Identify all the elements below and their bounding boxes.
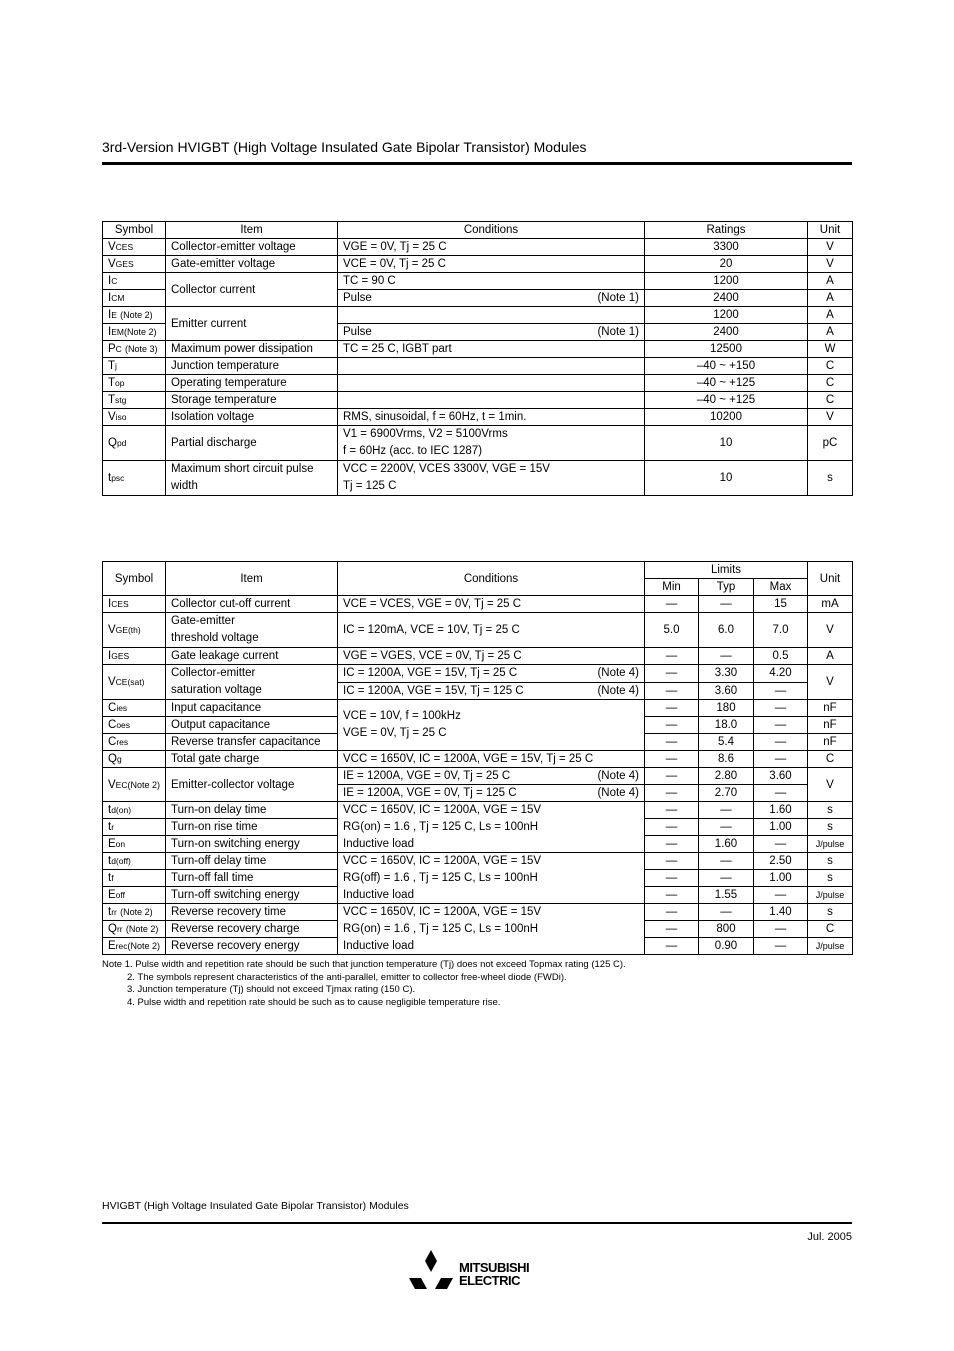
table-row (103, 273, 853, 290)
symbol-cell: Tstg (103, 392, 166, 409)
cond-cell: Inductive load (338, 887, 645, 904)
max-cell: — (754, 682, 808, 700)
unit-cell: W (808, 341, 853, 358)
cond-cell: Pulse (Note 1) (338, 290, 645, 307)
col-min: Min (645, 579, 699, 596)
cond-cell: Inductive load (338, 938, 645, 955)
min-cell: — (645, 734, 699, 751)
min-cell: — (645, 870, 699, 887)
symbol-cell: VGES (103, 256, 166, 273)
max-cell: 7.0 (754, 613, 808, 648)
col-symbol: Symbol (103, 222, 166, 239)
item-cell: Gate leakage current (166, 648, 338, 665)
item-cell: Reverse recovery time (166, 904, 338, 921)
min-cell: — (645, 665, 699, 683)
col-typ: Typ (699, 579, 754, 596)
item-cell: Partial discharge (166, 426, 338, 461)
unit-cell: A (808, 273, 853, 290)
unit-cell: pC (808, 426, 853, 461)
value-cell: 1200 (645, 273, 808, 290)
symbol-cell: Qg (103, 751, 166, 768)
cond-cell: RG(off) = 1.6 , Tj = 125 C, Ls = 100nH (338, 870, 645, 887)
cond-cell: IC = 1200A, VGE = 15V, Tj = 125 C (Note 4) (338, 682, 645, 700)
table-row (103, 358, 853, 375)
item-cell: Storage temperature (166, 392, 338, 409)
cond-cell: RG(on) = 1.6 , Tj = 125 C, Ls = 100nH (338, 819, 645, 836)
symbol-cell: Top (103, 375, 166, 392)
table-row (103, 751, 853, 768)
symbol-cell: ICM (103, 290, 166, 307)
min-cell: — (645, 751, 699, 768)
symbol-cell: IC (103, 273, 166, 290)
item-cell: Turn-off delay time (166, 853, 338, 870)
max-cell: — (754, 921, 808, 938)
value-cell: 20 (645, 256, 808, 273)
header-rule (102, 162, 852, 165)
unit-cell: V (808, 256, 853, 273)
symbol-cell: trr (Note 2) (103, 904, 166, 921)
max-cell: — (754, 785, 808, 802)
table-row (103, 700, 853, 717)
min-cell: — (645, 648, 699, 665)
unit-cell: s (808, 461, 853, 496)
col-item: Item (166, 562, 338, 596)
table-row (103, 819, 853, 836)
cond-cell: VGE = 0V, Tj = 25 C (338, 239, 645, 256)
symbol-cell: tf (103, 870, 166, 887)
item-cell: Isolation voltage (166, 409, 338, 426)
table-row (103, 802, 853, 819)
unit-cell: C (808, 921, 853, 938)
ratings-header-row (103, 222, 853, 239)
max-cell: 4.20 (754, 665, 808, 683)
col-unit: Unit (808, 222, 853, 239)
max-cell: — (754, 717, 808, 734)
unit-cell: s (808, 802, 853, 819)
cond-cell: Pulse (Note 1) (338, 324, 645, 341)
cond-cell: IC = 120mA, VCE = 10V, Tj = 25 C (338, 613, 645, 648)
table-row (103, 392, 853, 409)
symbol-cell: Qrr (Note 2) (103, 921, 166, 938)
table-row (103, 341, 853, 358)
symbol-cell: Qpd (103, 426, 166, 461)
item-cell: Collector-emitter voltage (166, 239, 338, 256)
max-cell: 0.5 (754, 648, 808, 665)
item-cell: Gate-emitter threshold voltage (166, 613, 338, 648)
cond-cell: Inductive load (338, 836, 645, 853)
unit-cell: s (808, 870, 853, 887)
unit-cell: C (808, 751, 853, 768)
unit-cell: C (808, 392, 853, 409)
symbol-cell: VCE(sat) (103, 665, 166, 700)
symbol-cell: Tj (103, 358, 166, 375)
typ-cell: — (699, 870, 754, 887)
item-cell: Maximum short circuit pulse width (166, 461, 338, 496)
item-cell: Total gate charge (166, 751, 338, 768)
unit-cell: A (808, 290, 853, 307)
cond-cell: VCE = 0V, Tj = 25 C (338, 256, 645, 273)
unit-cell: C (808, 375, 853, 392)
table-row (103, 665, 853, 683)
typ-cell: 0.90 (699, 938, 754, 955)
symbol-cell: ICES (103, 596, 166, 613)
typ-cell: 5.4 (699, 734, 754, 751)
cond-cell: RG(on) = 1.6 , Tj = 125 C, Ls = 100nH (338, 921, 645, 938)
value-cell: 1200 (645, 307, 808, 324)
symbol-cell: Erec(Note 2) (103, 938, 166, 955)
value-cell: 10200 (645, 409, 808, 426)
symbol-cell: td(on) (103, 802, 166, 819)
note-1: Note 1. Pulse width and repetition rate should be such that junction temperature (Tj) does not exceed Topmax rating (125 C). (102, 959, 626, 970)
table-row (103, 409, 853, 426)
value-cell: 3300 (645, 239, 808, 256)
unit-cell: s (808, 853, 853, 870)
col-conditions: Conditions (338, 222, 645, 239)
value-cell: 10 (645, 426, 808, 461)
table-row (103, 256, 853, 273)
unit-cell: J/pulse (808, 938, 853, 955)
min-cell: — (645, 768, 699, 785)
max-cell: 2.50 (754, 853, 808, 870)
table-row (103, 648, 853, 665)
item-cell: Junction temperature (166, 358, 338, 375)
symbol-cell: Cres (103, 734, 166, 751)
item-cell: Turn-on delay time (166, 802, 338, 819)
max-cell: — (754, 887, 808, 904)
min-cell: 5.0 (645, 613, 699, 648)
cond-cell: IE = 1200A, VGE = 0V, Tj = 125 C (Note 4) (338, 785, 645, 802)
max-cell: — (754, 751, 808, 768)
cond-cell: TC = 25 C, IGBT part (338, 341, 645, 358)
typ-cell: — (699, 802, 754, 819)
table-row (103, 904, 853, 921)
symbol-cell: Coes (103, 717, 166, 734)
cond-cell: VGE = VGES, VCE = 0V, Tj = 25 C (338, 648, 645, 665)
max-cell: 3.60 (754, 768, 808, 785)
col-conditions: Conditions (338, 562, 645, 596)
table-row (103, 853, 853, 870)
min-cell: — (645, 887, 699, 904)
max-cell: 1.60 (754, 802, 808, 819)
item-cell: Emitter current (166, 307, 338, 341)
unit-cell: nF (808, 734, 853, 751)
value-cell: 12500 (645, 341, 808, 358)
unit-cell: V (808, 613, 853, 648)
min-cell: — (645, 853, 699, 870)
symbol-cell: VGE(th) (103, 613, 166, 648)
typ-cell: 3.30 (699, 665, 754, 683)
symbol-cell: VCES (103, 239, 166, 256)
value-cell: –40 ~ +125 (645, 375, 808, 392)
col-limits: Limits (645, 562, 808, 579)
item-cell: Input capacitance (166, 700, 338, 717)
notes (102, 959, 626, 1009)
max-cell: 1.40 (754, 904, 808, 921)
symbol-cell: IGES (103, 648, 166, 665)
cond-cell: VCC = 1650V, IC = 1200A, VGE = 15V (338, 904, 645, 921)
cond-cell (338, 307, 645, 324)
max-cell: 15 (754, 596, 808, 613)
col-item: Item (166, 222, 338, 239)
min-cell: — (645, 819, 699, 836)
cond-cell: VCC = 1650V, IC = 1200A, VGE = 15V (338, 853, 645, 870)
table-row (103, 938, 853, 955)
col-unit: Unit (808, 562, 853, 596)
unit-cell: s (808, 819, 853, 836)
symbol-cell: Eoff (103, 887, 166, 904)
max-cell: — (754, 734, 808, 751)
min-cell: — (645, 802, 699, 819)
footer-date: Jul. 2005 (807, 1231, 852, 1243)
symbol-cell: Eon (103, 836, 166, 853)
value-cell: 2400 (645, 290, 808, 307)
item-cell: Maximum power dissipation (166, 341, 338, 358)
table-row (103, 921, 853, 938)
unit-cell: mA (808, 596, 853, 613)
cond-cell (338, 392, 645, 409)
typ-cell: 2.70 (699, 785, 754, 802)
unit-cell: J/pulse (808, 887, 853, 904)
footer-rule (102, 1222, 852, 1224)
max-cell: 1.00 (754, 870, 808, 887)
value-cell: 2400 (645, 324, 808, 341)
item-cell: Collector current (166, 273, 338, 307)
typ-cell: — (699, 648, 754, 665)
unit-cell: A (808, 307, 853, 324)
col-symbol: Symbol (103, 562, 166, 596)
typ-cell: — (699, 596, 754, 613)
table-row (103, 768, 853, 785)
cond-cell: VCC = 1650V, IC = 1200A, VGE = 15V (338, 802, 645, 819)
cond-cell: VCC = 1650V, IC = 1200A, VGE = 15V, Tj = 25 C (338, 751, 645, 768)
table-row (103, 426, 853, 461)
max-cell: — (754, 836, 808, 853)
cond-cell: TC = 90 C (338, 273, 645, 290)
cond-cell: IC = 1200A, VGE = 15V, Tj = 25 C (Note 4) (338, 665, 645, 683)
footer-text: HVIGBT (High Voltage Insulated Gate Bipolar Transistor) Modules (102, 1200, 409, 1212)
item-cell: Reverse recovery charge (166, 921, 338, 938)
item-cell: Collector cut-off current (166, 596, 338, 613)
item-cell: Reverse transfer capacitance (166, 734, 338, 751)
min-cell: — (645, 717, 699, 734)
value-cell: –40 ~ +150 (645, 358, 808, 375)
table-row (103, 836, 853, 853)
symbol-cell: IE (Note 2) (103, 307, 166, 324)
item-cell: Turn-on switching energy (166, 836, 338, 853)
item-cell: Turn-off switching energy (166, 887, 338, 904)
note-2: 2. The symbols represent characteristics of the anti-parallel, emitter to collector free-wheel diode (FWDi). (127, 971, 567, 983)
table-row (103, 596, 853, 613)
symbol-cell: td(off) (103, 853, 166, 870)
max-cell: — (754, 938, 808, 955)
typ-cell: 180 (699, 700, 754, 717)
min-cell: — (645, 596, 699, 613)
unit-cell: nF (808, 700, 853, 717)
min-cell: — (645, 921, 699, 938)
note-4: 4. Pulse width and repetition rate should be such as to cause negligible temperature rise. (127, 996, 501, 1008)
cond-cell: IE = 1200A, VGE = 0V, Tj = 25 C (Note 4) (338, 768, 645, 785)
typ-cell: 1.55 (699, 887, 754, 904)
typ-cell: 6.0 (699, 613, 754, 648)
min-cell: — (645, 785, 699, 802)
typ-cell: — (699, 904, 754, 921)
min-cell: — (645, 682, 699, 700)
item-cell: Gate-emitter voltage (166, 256, 338, 273)
electrical-table (102, 561, 853, 955)
typ-cell: — (699, 853, 754, 870)
cond-cell: VCC = 2200V, VCES 3300V, VGE = 15V Tj = 125 C (338, 461, 645, 496)
item-cell: Turn-on rise time (166, 819, 338, 836)
symbol-cell: tr (103, 819, 166, 836)
typ-cell: 1.60 (699, 836, 754, 853)
unit-cell: A (808, 324, 853, 341)
ratings-table (102, 221, 853, 496)
typ-cell: 18.0 (699, 717, 754, 734)
min-cell: — (645, 700, 699, 717)
typ-cell: 3.60 (699, 682, 754, 700)
table-row (103, 307, 853, 324)
unit-cell: V (808, 239, 853, 256)
unit-cell: V (808, 409, 853, 426)
cond-cell: RMS, sinusoidal, f = 60Hz, t = 1min. (338, 409, 645, 426)
typ-cell: 2.80 (699, 768, 754, 785)
table-row (103, 461, 853, 496)
unit-cell: C (808, 358, 853, 375)
min-cell: — (645, 938, 699, 955)
cond-cell: VCE = VCES, VGE = 0V, Tj = 25 C (338, 596, 645, 613)
table-row (103, 375, 853, 392)
table-row (103, 239, 853, 256)
item-cell: Operating temperature (166, 375, 338, 392)
min-cell: — (645, 904, 699, 921)
value-cell: –40 ~ +125 (645, 392, 808, 409)
typ-cell: 800 (699, 921, 754, 938)
symbol-cell: Viso (103, 409, 166, 426)
table-row (103, 613, 853, 648)
note-3: 3. Junction temperature (Tj) should not exceed Tjmax rating (150 C). (127, 984, 416, 995)
max-cell: — (754, 700, 808, 717)
typ-cell: — (699, 819, 754, 836)
page-title: 3rd-Version HVIGBT (High Voltage Insulated Gate Bipolar Transistor) Modules (102, 139, 587, 155)
unit-cell: s (808, 904, 853, 921)
value-cell: 10 (645, 461, 808, 496)
symbol-cell: Cies (103, 700, 166, 717)
unit-cell: nF (808, 717, 853, 734)
item-cell: Emitter-collector voltage (166, 768, 338, 802)
unit-cell: V (808, 665, 853, 700)
symbol-cell: PC (Note 3) (103, 341, 166, 358)
item-cell: Turn-off fall time (166, 870, 338, 887)
elec-header-row (103, 562, 853, 579)
cond-cell: VCE = 10V, f = 100kHz VGE = 0V, Tj = 25 C (338, 700, 645, 751)
table-row (103, 887, 853, 904)
cond-cell (338, 358, 645, 375)
col-ratings: Ratings (645, 222, 808, 239)
min-cell: — (645, 836, 699, 853)
col-max: Max (754, 579, 808, 596)
max-cell: 1.00 (754, 819, 808, 836)
unit-cell: J/pulse (808, 836, 853, 853)
typ-cell: 8.6 (699, 751, 754, 768)
unit-cell: A (808, 648, 853, 665)
symbol-cell: VEC(Note 2) (103, 768, 166, 802)
unit-cell: V (808, 768, 853, 802)
cond-cell: V1 = 6900Vrms, V2 = 5100Vrms f = 60Hz (acc. to IEC 1287) (338, 426, 645, 461)
table-row (103, 870, 853, 887)
brand-logo-text: MITSUBISHI ELECTRIC (459, 1260, 530, 1288)
item-cell: Output capacitance (166, 717, 338, 734)
cond-cell (338, 375, 645, 392)
symbol-cell: tpsc (103, 461, 166, 496)
item-cell: Collector-emitter saturation voltage (166, 665, 338, 700)
item-cell: Reverse recovery energy (166, 938, 338, 955)
symbol-cell: IEM(Note 2) (103, 324, 166, 341)
